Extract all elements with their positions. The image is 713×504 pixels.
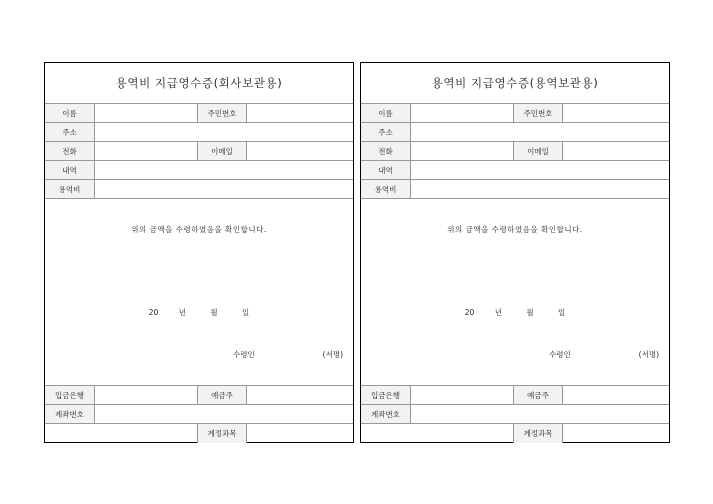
account-category-field[interactable] [247, 424, 353, 443]
fee-label: 용역비 [45, 180, 95, 198]
phone-row [361, 142, 669, 161]
account-row [361, 405, 669, 424]
date-day-label: 일 [557, 308, 566, 317]
bank-label: 입금은행 [361, 386, 411, 404]
receipt-title: 용역비 지급영수증(용역보관용) [361, 63, 669, 104]
date-month-label: 월 [526, 308, 534, 317]
detail-field[interactable] [95, 161, 353, 179]
date-month-label: 월 [210, 308, 218, 317]
confirmation-area [45, 199, 353, 386]
signature-label: (서명) [322, 350, 343, 359]
bank-label: 입금은행 [45, 386, 95, 404]
address-row [361, 123, 669, 142]
receipt-title: 용역비 지급영수증(회사보관용) [45, 63, 353, 104]
fee-label: 용역비 [361, 180, 411, 198]
category-spacer [45, 424, 197, 443]
date-year-label: 년 [494, 308, 502, 317]
account-number-label: 계좌번호 [361, 405, 411, 423]
date-day-label: 일 [241, 308, 250, 317]
id-number-field[interactable] [563, 104, 669, 122]
account-category-field[interactable] [563, 424, 669, 443]
name-field[interactable] [411, 104, 513, 122]
id-number-label: 주민번호 [513, 104, 563, 122]
fee-row [45, 180, 353, 199]
date-prefix: 20 [464, 308, 475, 317]
bank-field[interactable] [411, 386, 513, 404]
phone-label: 전화 [361, 142, 411, 160]
address-field[interactable] [95, 123, 353, 141]
name-field[interactable] [95, 104, 197, 122]
address-label: 주소 [45, 123, 95, 141]
receiver-label: 수령인 [549, 350, 571, 359]
phone-row [45, 142, 353, 161]
account-row [45, 405, 353, 424]
account-holder-label: 예금주 [513, 386, 563, 404]
name-row [361, 104, 669, 123]
id-number-label: 주민번호 [197, 104, 247, 122]
account-category-label: 계정과목 [197, 424, 247, 443]
name-label: 이름 [361, 104, 411, 122]
address-row [45, 123, 353, 142]
address-label: 주소 [361, 123, 411, 141]
detail-field[interactable] [411, 161, 669, 179]
email-label: 이메일 [197, 142, 247, 160]
id-number-field[interactable] [247, 104, 353, 122]
account-number-field[interactable] [411, 405, 669, 423]
account-holder-field[interactable] [247, 386, 353, 404]
confirmation-area [361, 199, 669, 386]
category-row [45, 424, 353, 443]
signature-label: (서명) [638, 350, 659, 359]
email-field[interactable] [563, 142, 669, 160]
bank-row [45, 386, 353, 405]
detail-label: 내역 [361, 161, 411, 179]
detail-row [361, 161, 669, 180]
receipt-contractor-copy [360, 62, 670, 443]
bank-field[interactable] [95, 386, 197, 404]
date-line [45, 307, 353, 318]
account-category-label: 계정과목 [513, 424, 563, 443]
fee-field[interactable] [95, 180, 353, 198]
account-number-field[interactable] [95, 405, 353, 423]
address-field[interactable] [411, 123, 669, 141]
detail-row [45, 161, 353, 180]
detail-label: 내역 [45, 161, 95, 179]
confirmation-text: 위의 금액을 수령하였음을 확인합니다. [131, 225, 267, 234]
phone-field[interactable] [411, 142, 513, 160]
email-label: 이메일 [513, 142, 563, 160]
confirmation-text: 위의 금액을 수령하였음을 확인합니다. [447, 225, 583, 234]
name-row [45, 104, 353, 123]
receiver-label: 수령인 [233, 350, 255, 359]
bank-row [361, 386, 669, 405]
account-holder-field[interactable] [563, 386, 669, 404]
account-number-label: 계좌번호 [45, 405, 95, 423]
phone-label: 전화 [45, 142, 95, 160]
date-prefix: 20 [148, 308, 159, 317]
email-field[interactable] [247, 142, 353, 160]
date-line [361, 307, 669, 318]
fee-row [361, 180, 669, 199]
category-row [361, 424, 669, 443]
category-spacer [361, 424, 513, 443]
date-year-label: 년 [178, 308, 186, 317]
account-holder-label: 예금주 [197, 386, 247, 404]
name-label: 이름 [45, 104, 95, 122]
fee-field[interactable] [411, 180, 669, 198]
phone-field[interactable] [95, 142, 197, 160]
receipt-company-copy [44, 62, 354, 443]
